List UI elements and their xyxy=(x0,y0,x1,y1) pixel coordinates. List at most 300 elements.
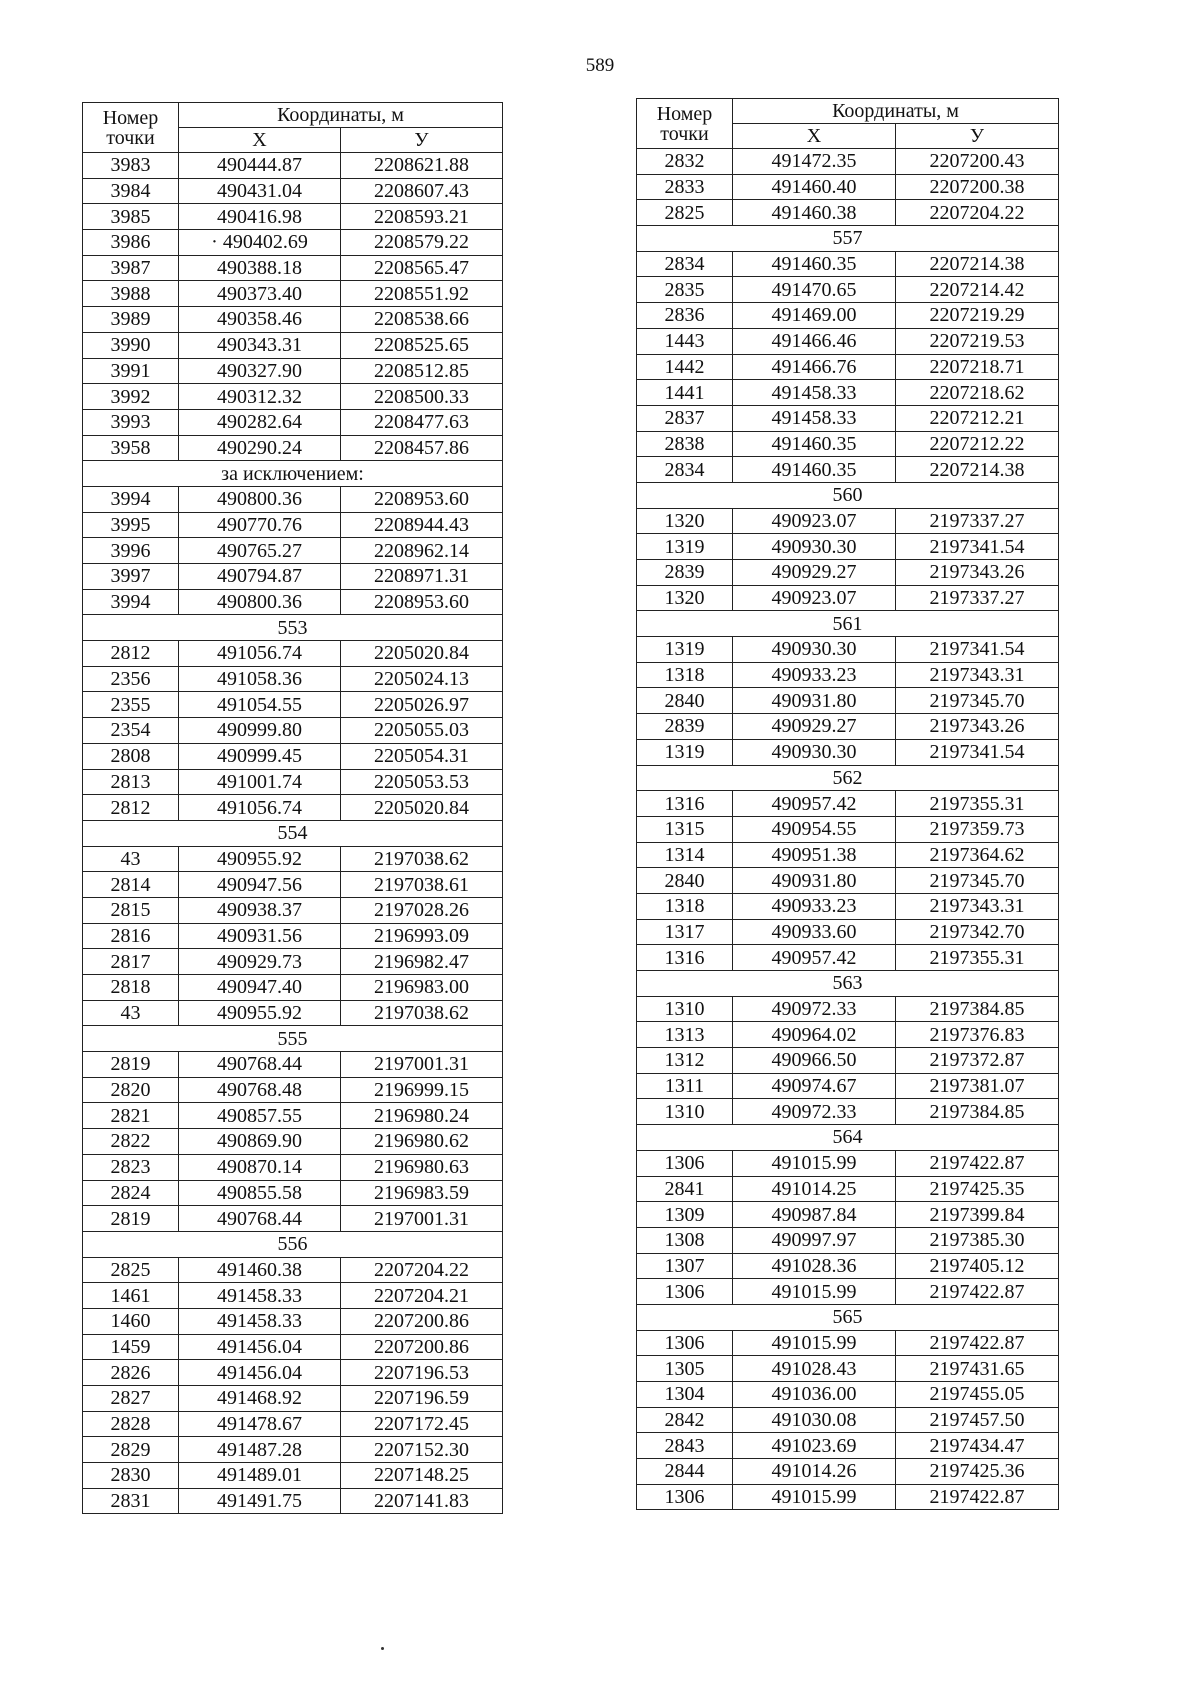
point-number-cell: 2839 xyxy=(637,714,733,740)
x-coordinate-cell: 490955.92 xyxy=(179,846,341,872)
x-coordinate-cell: 490951.38 xyxy=(733,842,896,868)
x-coordinate-cell: 491489.01 xyxy=(179,1463,341,1489)
y-coordinate-cell: 2207148.25 xyxy=(341,1463,503,1489)
x-coordinate-cell: 490869.90 xyxy=(179,1129,341,1155)
y-coordinate-cell: 2197457.50 xyxy=(896,1407,1059,1433)
section-label: 554 xyxy=(83,820,503,846)
y-coordinate-cell: 2208607.43 xyxy=(341,178,503,204)
x-coordinate-cell: 491491.75 xyxy=(179,1488,341,1514)
table-row xyxy=(83,1283,503,1309)
y-coordinate-cell: 2208953.60 xyxy=(341,589,503,615)
point-number-cell: 2819 xyxy=(83,1206,179,1232)
point-number-cell: 2834 xyxy=(637,251,733,277)
y-coordinate-cell: 2208477.63 xyxy=(341,409,503,435)
x-coordinate-cell: 491054.55 xyxy=(179,692,341,718)
point-number-cell: 2826 xyxy=(83,1360,179,1386)
section-row xyxy=(83,461,503,487)
x-coordinate-cell: 491458.33 xyxy=(179,1283,341,1309)
x-coordinate-cell: 491460.38 xyxy=(179,1257,341,1283)
x-coordinate-cell: 491472.35 xyxy=(733,149,896,175)
table-row xyxy=(83,1103,503,1129)
y-coordinate-cell: 2208525.65 xyxy=(341,332,503,358)
table-row xyxy=(637,1202,1059,1228)
table-row xyxy=(637,1253,1059,1279)
section-row xyxy=(83,820,503,846)
x-coordinate-cell: 490930.30 xyxy=(733,637,896,663)
x-coordinate-cell: 490933.23 xyxy=(733,662,896,688)
table-row xyxy=(637,893,1059,919)
point-number-cell: 1442 xyxy=(637,354,733,380)
point-number-header xyxy=(83,103,179,153)
table-row xyxy=(637,303,1059,329)
point-number-cell: 1315 xyxy=(637,816,733,842)
x-coordinate-cell: 491458.33 xyxy=(733,380,896,406)
section-row xyxy=(637,1304,1059,1330)
table-row xyxy=(83,975,503,1001)
point-number-cell: 2828 xyxy=(83,1411,179,1437)
point-number-cell: 2838 xyxy=(637,431,733,457)
y-header: У xyxy=(341,128,503,153)
section-label: 557 xyxy=(637,226,1059,252)
y-coordinate-cell: 2197028.26 xyxy=(341,897,503,923)
table-row xyxy=(637,1073,1059,1099)
y-coordinate-cell: 2197381.07 xyxy=(896,1073,1059,1099)
table-row xyxy=(637,739,1059,765)
point-number-cell: 1314 xyxy=(637,842,733,868)
x-coordinate-cell: 491458.33 xyxy=(179,1308,341,1334)
x-coordinate-cell: 490955.92 xyxy=(179,1000,341,1026)
point-number-cell: 3997 xyxy=(83,564,179,590)
table-right-body xyxy=(637,149,1059,1510)
y-coordinate-cell: 2205026.97 xyxy=(341,692,503,718)
x-coordinate-cell: 490930.30 xyxy=(733,739,896,765)
x-coordinate-cell: 490947.56 xyxy=(179,872,341,898)
table-row xyxy=(637,842,1059,868)
point-number-cell: 2354 xyxy=(83,718,179,744)
section-label: 553 xyxy=(83,615,503,641)
y-coordinate-cell: 2207214.38 xyxy=(896,251,1059,277)
point-number-cell: 3994 xyxy=(83,589,179,615)
table-row xyxy=(83,332,503,358)
x-coordinate-cell: 490999.80 xyxy=(179,718,341,744)
y-coordinate-cell: 2197455.05 xyxy=(896,1382,1059,1408)
y-coordinate-cell: 2197343.26 xyxy=(896,714,1059,740)
x-header: Х xyxy=(733,124,896,149)
x-coordinate-cell: 491460.35 xyxy=(733,431,896,457)
x-coordinate-cell: 490768.48 xyxy=(179,1077,341,1103)
y-coordinate-cell: 2197343.31 xyxy=(896,662,1059,688)
y-coordinate-cell: 2207172.45 xyxy=(341,1411,503,1437)
point-number-cell: 3985 xyxy=(83,204,179,230)
table-row xyxy=(83,230,503,256)
table-row xyxy=(637,1459,1059,1485)
x-coordinate-cell: 490997.97 xyxy=(733,1227,896,1253)
point-number-cell: 1441 xyxy=(637,380,733,406)
point-number-cell: 2355 xyxy=(83,692,179,718)
x-coordinate-cell: 490933.23 xyxy=(733,893,896,919)
y-coordinate-cell: 2197001.31 xyxy=(341,1052,503,1078)
point-number-cell: 2824 xyxy=(83,1180,179,1206)
point-number-cell: 2356 xyxy=(83,666,179,692)
point-number-cell: 1310 xyxy=(637,996,733,1022)
point-number-header-line2: точки xyxy=(106,126,155,149)
x-coordinate-cell: 490431.04 xyxy=(179,178,341,204)
x-coordinate-cell: 490987.84 xyxy=(733,1202,896,1228)
point-number-header-line1: Номер xyxy=(102,106,159,129)
x-coordinate-cell: 490282.64 xyxy=(179,409,341,435)
x-coordinate-cell: 490957.42 xyxy=(733,945,896,971)
point-number-cell: 1318 xyxy=(637,662,733,688)
x-coordinate-cell: 490947.40 xyxy=(179,975,341,1001)
x-coordinate-cell: 491456.04 xyxy=(179,1360,341,1386)
point-number-cell: 2829 xyxy=(83,1437,179,1463)
y-coordinate-cell: 2197355.31 xyxy=(896,945,1059,971)
x-coordinate-cell: 490931.80 xyxy=(733,868,896,894)
table-row xyxy=(637,996,1059,1022)
x-coordinate-cell: 490444.87 xyxy=(179,153,341,179)
point-number-cell: 2842 xyxy=(637,1407,733,1433)
table-row xyxy=(637,919,1059,945)
table-row xyxy=(637,688,1059,714)
point-number-cell: 2832 xyxy=(637,149,733,175)
table-row xyxy=(83,255,503,281)
x-coordinate-cell: 491015.99 xyxy=(733,1484,896,1510)
point-number-cell: 1319 xyxy=(637,739,733,765)
section-row xyxy=(637,1125,1059,1151)
page-number: 589 xyxy=(585,55,615,76)
section-row xyxy=(637,482,1059,508)
x-coordinate-cell: 490929.27 xyxy=(733,560,896,586)
point-number-cell: 1306 xyxy=(637,1484,733,1510)
point-number-cell: 2814 xyxy=(83,872,179,898)
y-coordinate-cell: 2208621.88 xyxy=(341,153,503,179)
table-row xyxy=(637,791,1059,817)
table-row xyxy=(637,251,1059,277)
x-coordinate-cell: 491015.99 xyxy=(733,1330,896,1356)
y-coordinate-cell: 2207200.43 xyxy=(896,149,1059,175)
table-row xyxy=(637,1176,1059,1202)
x-coordinate-cell: 490964.02 xyxy=(733,1022,896,1048)
table-row xyxy=(83,409,503,435)
y-coordinate-cell: 2205020.84 xyxy=(341,641,503,667)
point-number-cell: 2830 xyxy=(83,1463,179,1489)
table-row xyxy=(637,1227,1059,1253)
x-coordinate-cell: 491056.74 xyxy=(179,641,341,667)
table-row xyxy=(637,714,1059,740)
table-row xyxy=(637,149,1059,175)
section-row xyxy=(83,1026,503,1052)
y-coordinate-cell: 2196983.59 xyxy=(341,1180,503,1206)
table-row xyxy=(83,718,503,744)
y-coordinate-cell: 2197372.87 xyxy=(896,1048,1059,1074)
point-number-cell: 1305 xyxy=(637,1356,733,1382)
table-row xyxy=(83,666,503,692)
table-row xyxy=(637,1099,1059,1125)
y-coordinate-cell: 2208971.31 xyxy=(341,564,503,590)
x-coordinate-cell: 490343.31 xyxy=(179,332,341,358)
table-row xyxy=(637,637,1059,663)
point-number-cell: 2808 xyxy=(83,743,179,769)
y-coordinate-cell: 2197038.62 xyxy=(341,846,503,872)
point-number-cell: 2819 xyxy=(83,1052,179,1078)
y-coordinate-cell: 2208565.47 xyxy=(341,255,503,281)
x-coordinate-cell: 491469.00 xyxy=(733,303,896,329)
point-number-cell: 1459 xyxy=(83,1334,179,1360)
table-row xyxy=(83,307,503,333)
table-row xyxy=(637,816,1059,842)
x-coordinate-cell: 490931.56 xyxy=(179,923,341,949)
coordinates-table-right xyxy=(636,98,1059,1510)
point-number-cell: 1308 xyxy=(637,1227,733,1253)
x-coordinate-cell: 490416.98 xyxy=(179,204,341,230)
y-coordinate-cell: 2205053.53 xyxy=(341,769,503,795)
y-coordinate-cell: 2196993.09 xyxy=(341,923,503,949)
y-coordinate-cell: 2197337.27 xyxy=(896,585,1059,611)
y-coordinate-cell: 2197341.54 xyxy=(896,534,1059,560)
section-label: 565 xyxy=(637,1304,1059,1330)
point-number-cell: 1307 xyxy=(637,1253,733,1279)
y-coordinate-cell: 2196983.00 xyxy=(341,975,503,1001)
x-coordinate-cell: 490765.27 xyxy=(179,538,341,564)
table-row xyxy=(83,1129,503,1155)
y-coordinate-cell: 2207200.86 xyxy=(341,1308,503,1334)
point-number-header xyxy=(637,99,733,149)
x-coordinate-cell: 491460.40 xyxy=(733,174,896,200)
coordinates-header: Координаты, м xyxy=(179,103,503,128)
point-number-cell: 2834 xyxy=(637,457,733,483)
table-row xyxy=(637,585,1059,611)
y-coordinate-cell: 2197422.87 xyxy=(896,1484,1059,1510)
x-coordinate-cell: 490768.44 xyxy=(179,1206,341,1232)
y-coordinate-cell: 2197038.62 xyxy=(341,1000,503,1026)
x-coordinate-cell: 491028.43 xyxy=(733,1356,896,1382)
point-number-cell: 1461 xyxy=(83,1283,179,1309)
point-number-cell: 1312 xyxy=(637,1048,733,1074)
table-row xyxy=(83,743,503,769)
y-coordinate-cell: 2197399.84 xyxy=(896,1202,1059,1228)
section-row xyxy=(637,226,1059,252)
y-coordinate-cell: 2197341.54 xyxy=(896,739,1059,765)
point-number-cell: 2820 xyxy=(83,1077,179,1103)
table-row xyxy=(637,662,1059,688)
y-coordinate-cell: 2208512.85 xyxy=(341,358,503,384)
point-number-cell: 1316 xyxy=(637,791,733,817)
section-row xyxy=(637,765,1059,791)
y-coordinate-cell: 2197001.31 xyxy=(341,1206,503,1232)
point-number-cell: 2840 xyxy=(637,688,733,714)
point-number-cell: 3991 xyxy=(83,358,179,384)
point-number-cell: 1320 xyxy=(637,585,733,611)
section-row xyxy=(83,1231,503,1257)
table-row xyxy=(83,512,503,538)
point-number-cell: 43 xyxy=(83,1000,179,1026)
point-number-cell: 1313 xyxy=(637,1022,733,1048)
table-row xyxy=(83,641,503,667)
point-number-cell: 2823 xyxy=(83,1154,179,1180)
point-number-cell: 3983 xyxy=(83,153,179,179)
y-coordinate-cell: 2208551.92 xyxy=(341,281,503,307)
y-coordinate-cell: 2208944.43 xyxy=(341,512,503,538)
x-coordinate-cell: 491014.25 xyxy=(733,1176,896,1202)
point-number-cell: 1306 xyxy=(637,1279,733,1305)
table-row xyxy=(83,769,503,795)
x-coordinate-cell: 490857.55 xyxy=(179,1103,341,1129)
point-number-cell: 3992 xyxy=(83,384,179,410)
y-coordinate-cell: 2205054.31 xyxy=(341,743,503,769)
y-coordinate-cell: 2197343.26 xyxy=(896,560,1059,586)
table-row xyxy=(637,1407,1059,1433)
table-row xyxy=(83,1360,503,1386)
y-coordinate-cell: 2197405.12 xyxy=(896,1253,1059,1279)
x-coordinate-cell: 491058.36 xyxy=(179,666,341,692)
point-number-cell: 3958 xyxy=(83,435,179,461)
table-row xyxy=(83,1000,503,1026)
x-coordinate-cell: 490794.87 xyxy=(179,564,341,590)
y-coordinate-cell: 2197337.27 xyxy=(896,508,1059,534)
x-coordinate-cell: 490923.07 xyxy=(733,508,896,534)
y-coordinate-cell: 2196982.47 xyxy=(341,949,503,975)
scan-speck xyxy=(381,1647,384,1650)
x-coordinate-cell: 491460.35 xyxy=(733,457,896,483)
table-row xyxy=(637,174,1059,200)
x-coordinate-cell: 491023.69 xyxy=(733,1433,896,1459)
point-number-cell: 2840 xyxy=(637,868,733,894)
table-row xyxy=(83,564,503,590)
y-coordinate-cell: 2197434.47 xyxy=(896,1433,1059,1459)
table-row xyxy=(83,589,503,615)
table-row xyxy=(637,277,1059,303)
y-coordinate-cell: 2197341.54 xyxy=(896,637,1059,663)
table-row xyxy=(83,153,503,179)
table-row xyxy=(83,692,503,718)
y-coordinate-cell: 2197376.83 xyxy=(896,1022,1059,1048)
y-coordinate-cell: 2197355.31 xyxy=(896,791,1059,817)
table-row xyxy=(637,431,1059,457)
point-number-cell: 3993 xyxy=(83,409,179,435)
y-coordinate-cell: 2207218.71 xyxy=(896,354,1059,380)
y-coordinate-cell: 2208500.33 xyxy=(341,384,503,410)
table-row xyxy=(637,508,1059,534)
point-number-cell: 3994 xyxy=(83,486,179,512)
x-coordinate-cell: 491470.65 xyxy=(733,277,896,303)
y-coordinate-cell: 2197422.87 xyxy=(896,1330,1059,1356)
x-coordinate-cell: 490974.67 xyxy=(733,1073,896,1099)
x-coordinate-cell: 490770.76 xyxy=(179,512,341,538)
table-row xyxy=(637,200,1059,226)
point-number-cell: 1311 xyxy=(637,1073,733,1099)
point-number-cell: 2812 xyxy=(83,641,179,667)
x-coordinate-cell: 491466.76 xyxy=(733,354,896,380)
y-coordinate-cell: 2197425.36 xyxy=(896,1459,1059,1485)
point-number-cell: 3996 xyxy=(83,538,179,564)
table-row xyxy=(83,384,503,410)
point-number-cell: 2835 xyxy=(637,277,733,303)
y-coordinate-cell: 2207219.53 xyxy=(896,328,1059,354)
y-coordinate-cell: 2207204.21 xyxy=(341,1283,503,1309)
x-coordinate-cell: 491030.08 xyxy=(733,1407,896,1433)
point-number-cell: 3986 xyxy=(83,230,179,256)
table-row xyxy=(83,923,503,949)
x-coordinate-cell: 490929.73 xyxy=(179,949,341,975)
point-number-cell: 2818 xyxy=(83,975,179,1001)
x-coordinate-cell: 491487.28 xyxy=(179,1437,341,1463)
point-number-cell: 2825 xyxy=(83,1257,179,1283)
x-coordinate-cell: 490957.42 xyxy=(733,791,896,817)
point-number-cell: 3989 xyxy=(83,307,179,333)
table-row xyxy=(83,1077,503,1103)
table-row xyxy=(83,1386,503,1412)
point-number-cell: 2817 xyxy=(83,949,179,975)
table-row xyxy=(83,358,503,384)
table-row xyxy=(637,1150,1059,1176)
table-row xyxy=(83,1334,503,1360)
point-number-cell: 1460 xyxy=(83,1308,179,1334)
point-number-cell: 1443 xyxy=(637,328,733,354)
x-coordinate-cell: 490929.27 xyxy=(733,714,896,740)
point-number-cell: 1306 xyxy=(637,1330,733,1356)
table-row xyxy=(637,1356,1059,1382)
y-coordinate-cell: 2205055.03 xyxy=(341,718,503,744)
table-row xyxy=(83,1437,503,1463)
table-row xyxy=(83,897,503,923)
y-coordinate-cell: 2197345.70 xyxy=(896,688,1059,714)
point-number-cell: 1318 xyxy=(637,893,733,919)
x-coordinate-cell: 490388.18 xyxy=(179,255,341,281)
section-label: 560 xyxy=(637,482,1059,508)
y-coordinate-cell: 2208579.22 xyxy=(341,230,503,256)
point-number-header-line2: точки xyxy=(660,122,709,145)
y-coordinate-cell: 2197422.87 xyxy=(896,1150,1059,1176)
y-coordinate-cell: 2197343.31 xyxy=(896,893,1059,919)
point-number-cell: 1304 xyxy=(637,1382,733,1408)
table-row xyxy=(637,1484,1059,1510)
y-coordinate-cell: 2197345.70 xyxy=(896,868,1059,894)
x-coordinate-cell: 490768.44 xyxy=(179,1052,341,1078)
y-coordinate-cell: 2207141.83 xyxy=(341,1488,503,1514)
y-coordinate-cell: 2197425.35 xyxy=(896,1176,1059,1202)
table-row xyxy=(637,1382,1059,1408)
table-row xyxy=(83,1154,503,1180)
point-number-cell: 1320 xyxy=(637,508,733,534)
table-row xyxy=(83,538,503,564)
table-row xyxy=(83,281,503,307)
y-coordinate-cell: 2208457.86 xyxy=(341,435,503,461)
point-number-cell: 2833 xyxy=(637,174,733,200)
y-header: У xyxy=(896,124,1059,149)
section-label: 561 xyxy=(637,611,1059,637)
x-coordinate-cell: 491460.38 xyxy=(733,200,896,226)
point-number-cell: 2831 xyxy=(83,1488,179,1514)
y-coordinate-cell: 2207219.29 xyxy=(896,303,1059,329)
table-left-body xyxy=(83,153,503,1514)
y-coordinate-cell: 2197385.30 xyxy=(896,1227,1059,1253)
section-label: 562 xyxy=(637,765,1059,791)
x-coordinate-cell: 491460.35 xyxy=(733,251,896,277)
point-number-cell: 2812 xyxy=(83,795,179,821)
point-number-cell: 3987 xyxy=(83,255,179,281)
point-number-cell: 2827 xyxy=(83,1386,179,1412)
x-coordinate-cell: 490966.50 xyxy=(733,1048,896,1074)
y-coordinate-cell: 2197422.87 xyxy=(896,1279,1059,1305)
y-coordinate-cell: 2205024.13 xyxy=(341,666,503,692)
x-coordinate-cell: 490358.46 xyxy=(179,307,341,333)
x-coordinate-cell: 491478.67 xyxy=(179,1411,341,1437)
table-row xyxy=(637,1048,1059,1074)
table-row xyxy=(83,1257,503,1283)
table-row xyxy=(83,872,503,898)
table-row xyxy=(637,457,1059,483)
y-coordinate-cell: 2197384.85 xyxy=(896,1099,1059,1125)
